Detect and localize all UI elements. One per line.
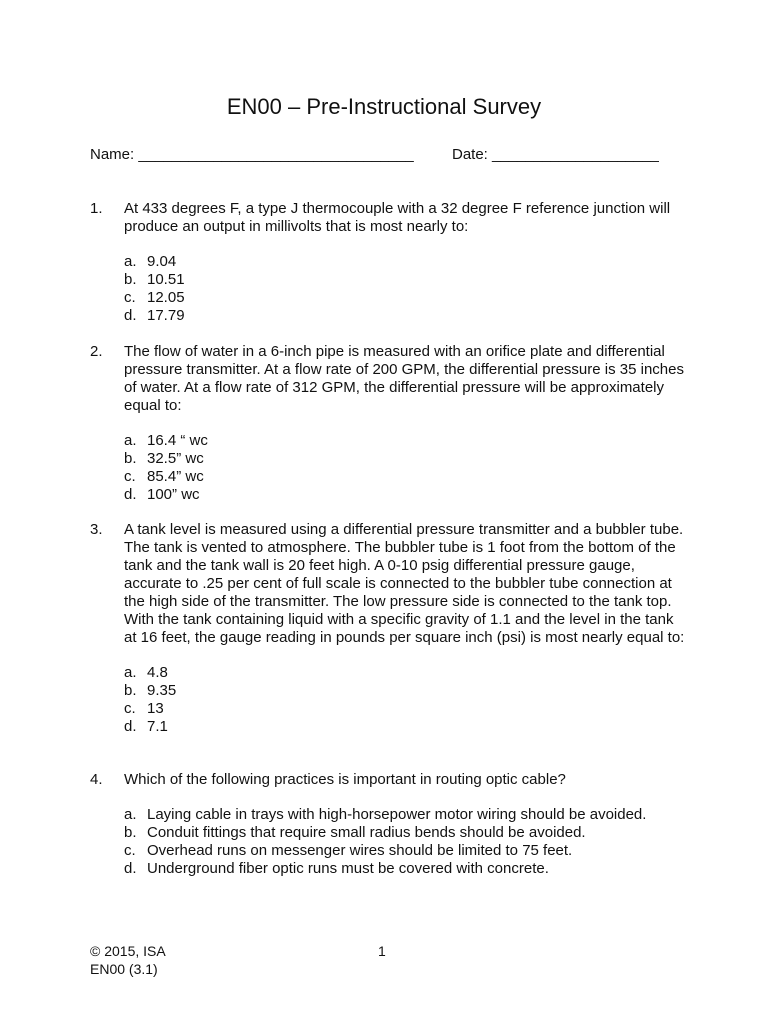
document-code: EN00 (3.1) (90, 961, 158, 977)
option-letter: c. (124, 468, 136, 485)
option-text: 9.04 (147, 253, 177, 270)
name-label: Name: (90, 146, 135, 163)
page-number: 1 (378, 943, 386, 959)
option-text: Conduit fittings that require small radius bends should be avoided. (147, 824, 586, 841)
copyright-notice: © 2015, ISA (90, 943, 166, 959)
option-letter: a. (124, 806, 137, 823)
answer-option (124, 432, 690, 450)
option-letter: a. (124, 664, 137, 681)
answer-option (124, 806, 690, 824)
question-1 (90, 200, 690, 325)
name-blank: _________________________________ (138, 146, 414, 163)
question-number: 2. (90, 343, 103, 360)
option-letter: b. (124, 824, 137, 841)
option-text: 12.05 (147, 289, 185, 306)
option-letter: a. (124, 432, 137, 449)
option-text: 85.4” wc (147, 468, 204, 485)
question-text: A tank level is measured using a differential pressure transmitter and a bubbler tube. The tank is vented to atmosphere. The bubbler tube is 1 foot from the bottom of the tank and the tank wall is 20 feet high. A 0-10 psig differential pressure gauge, accurate to .25 per cent of full scale is connected to the bubbler tube connection at the high side of the transmitter. The low pressure side is connected to the tank top. With the tank containing liquid with a specific gravity of 1.1 and the level in the tank at 16 feet, the gauge reading in pounds per square inch (psi) is most nearly equal to: (124, 521, 685, 646)
answer-option (124, 664, 690, 682)
answer-option (124, 842, 690, 860)
answer-option (124, 682, 690, 700)
date-field (452, 146, 659, 164)
option-text: 10.51 (147, 271, 185, 288)
question-4 (90, 771, 690, 878)
answer-option (124, 271, 690, 289)
option-letter: b. (124, 271, 137, 288)
answer-option (124, 486, 690, 504)
option-letter: d. (124, 860, 137, 877)
date-blank: ____________________ (492, 146, 659, 163)
option-text: 16.4 “ wc (147, 432, 208, 449)
date-label: Date: (452, 146, 488, 163)
answer-option (124, 700, 690, 718)
footer (90, 942, 166, 978)
answer-options (124, 806, 690, 878)
option-letter: c. (124, 700, 136, 717)
option-letter: c. (124, 842, 136, 859)
answer-option (124, 289, 690, 307)
question-3 (90, 521, 690, 736)
option-letter: d. (124, 718, 137, 735)
question-text: At 433 degrees F, a type J thermocouple with a 32 degree F reference junction will produce an output in millivolts that is most nearly to: (124, 200, 671, 235)
option-text: 4.8 (147, 664, 168, 681)
option-text: 17.79 (147, 307, 185, 324)
answer-option (124, 468, 690, 486)
page-title: EN00 – Pre-Instructional Survey (226, 94, 542, 119)
option-letter: c. (124, 289, 136, 306)
answer-option (124, 450, 690, 468)
answer-option (124, 718, 690, 736)
question-text: Which of the following practices is important in routing optic cable? (124, 771, 566, 788)
answer-options (124, 432, 690, 504)
option-letter: b. (124, 450, 137, 467)
option-text: 7.1 (147, 718, 168, 735)
answer-option (124, 253, 690, 271)
option-text: 32.5” wc (147, 450, 204, 467)
question-text: The flow of water in a 6-inch pipe is measured with an orifice plate and differential pressure transmitter. At a flow rate of 200 GPM, the differential pressure is 35 inches of water. At a flow rate of 312 GPM, the differential pressure will be approximately equal to: (124, 343, 684, 414)
option-letter: b. (124, 682, 137, 699)
option-letter: d. (124, 307, 137, 324)
answer-option (124, 860, 690, 878)
name-field (90, 146, 414, 164)
option-letter: a. (124, 253, 137, 270)
question-number: 3. (90, 521, 103, 538)
option-letter: d. (124, 486, 137, 503)
option-text: Overhead runs on messenger wires should be limited to 75 feet. (147, 842, 573, 859)
answer-options (124, 664, 690, 736)
answer-options (124, 253, 690, 325)
question-number: 4. (90, 771, 103, 788)
option-text: 100” wc (147, 486, 200, 503)
option-text: Underground fiber optic runs must be covered with concrete. (147, 860, 549, 877)
question-number: 1. (90, 200, 103, 217)
answer-option (124, 307, 690, 325)
answer-option (124, 824, 690, 842)
option-text: 13 (147, 700, 164, 717)
question-2 (90, 343, 690, 504)
option-text: Laying cable in trays with high-horsepower motor wiring should be avoided. (147, 806, 647, 823)
option-text: 9.35 (147, 682, 177, 699)
